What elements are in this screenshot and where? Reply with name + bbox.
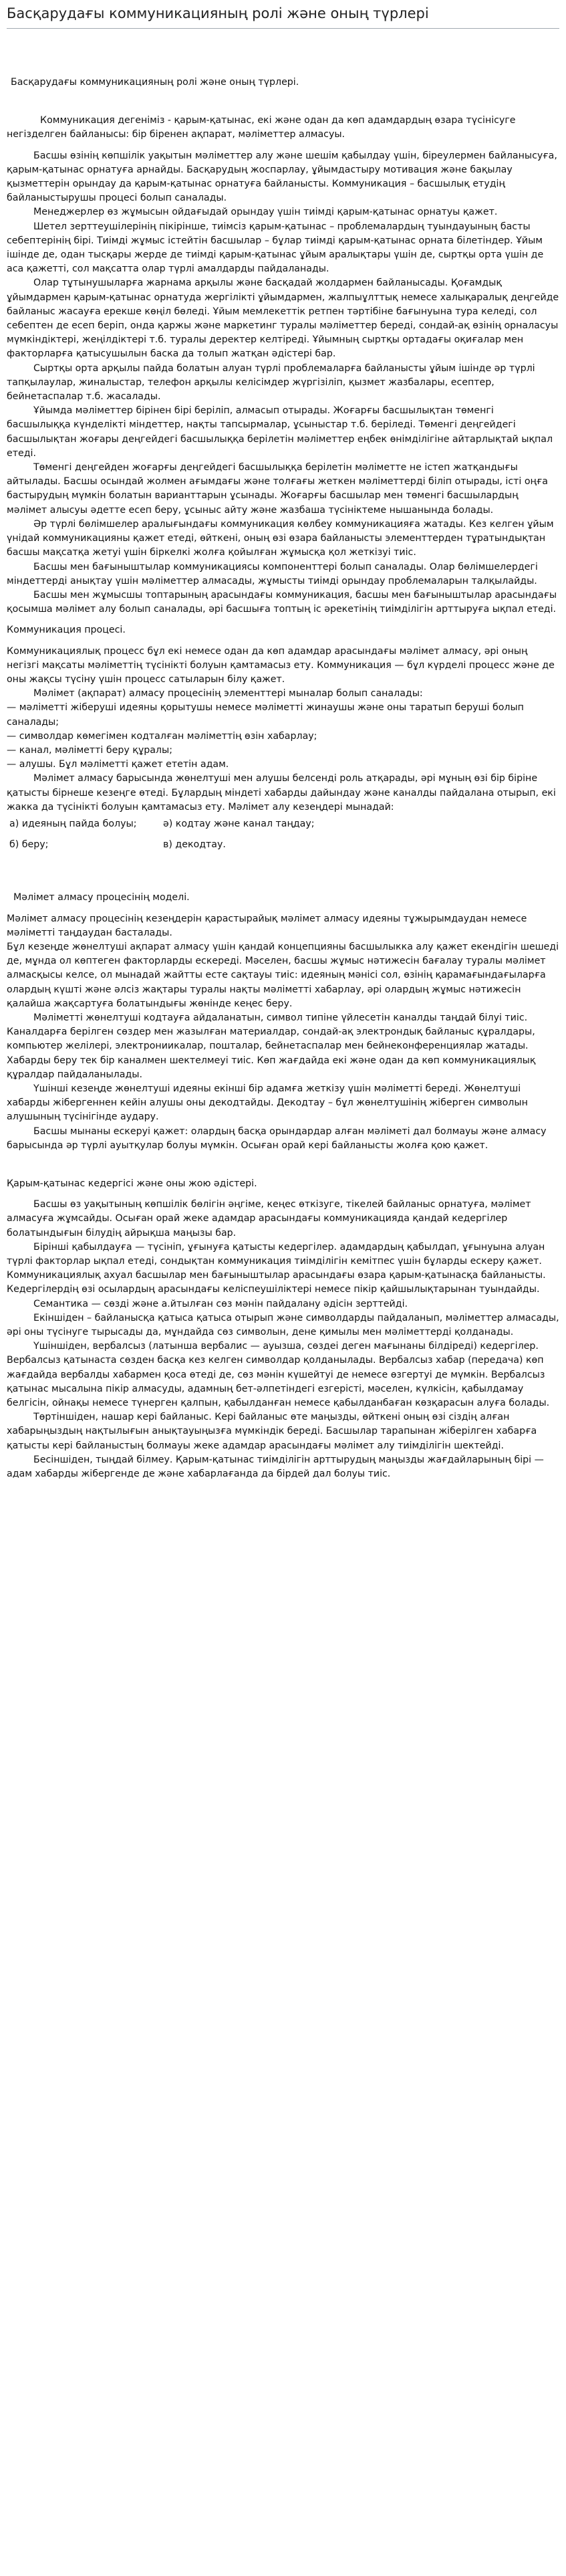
section-heading-barriers: Қарым-қатынас кедергісі және оны жою әдістері.: [7, 1178, 257, 1190]
paragraph: Үшінші кезеңде жөнелтуші идеяны екінші бір адамға жеткізу үшін мәліметті береді. Жөнелтуші хабарды жібергеннен кейін алушы оны декодтайды. Декодтау – бұл жөнелтушінің жіберген символын алушының түсінігінде аудару.: [7, 1083, 528, 1123]
document-body: [7, 76, 559, 1481]
stage-item: а) идеяның пайда болуы;: [9, 818, 137, 829]
paragraph: Төртіншіден, нашар кері байланыс. Кері байланыс өте маңызды, өйткені оның өзі сіздің алған хабарыңыздың нақтылығын анықтауыңызға мүмкіндік береді. Басшылар тарапынан жіберілген хабарға қатысты кері байланыстың болмауы жеке адамдар арасындағы мәлімет алу тиімділігін шектейді.: [7, 1412, 537, 1451]
title-divider: [7, 28, 559, 29]
spacer: [7, 638, 559, 645]
list-item: — символдар көмегімен кодталған мәліметтің өзін хабарлау;: [7, 730, 317, 742]
stage-item: ә) кодтау және канал таңдау;: [163, 818, 315, 829]
paragraph: Коммуникация дегеніміз - қарым-қатынас, екі және одан да көп адамдардың өзара түсінісуге негізделген байланысы: бір біренен ақпарат, мәліметтер алмасуы.: [7, 115, 516, 140]
stages-list: [9, 817, 559, 852]
section-heading-main: Басқарудағы коммуникацияның ролі және оның түрлері.: [11, 77, 299, 88]
paragraph: Ұйымда мәліметтер бірінен бірі беріліп, алмасып отырады. Жоғарғы басшылықтан төменгі басшылыққа күнделікті міндеттер, нақты тапсырмалар, ұсыныстар т.б. беріледі. Төменгі деңгейдегі басшылықтан жоғары деңгейдегі басшылыққа берілетін мәліметтер еңбек өнімділігіне айтарлықтай ықпал етеді.: [7, 405, 553, 459]
list-item: — алушы. Бұл мәліметті қажет ететін адам.: [7, 759, 229, 770]
paragraph: Үшіншіден, вербалсыз (латынша вербалис — ауызша, сөздеі деген мағынаны білдіреді) кедергілер. Вербалсыз қатынаста сөзден басқа кез келген символдар қолданылады. Вербалсыз хабар (передача) көп жағдайда вербалды хабармен қоса өтеді де, сөз мәнін күшейтуі де немесе өзгертуі де мүмкін. Вербалсыз қатынас мысалына пікір алмасуды, адамның бет-әлпетіндегі езгерісті, мәселен, күлкісін, қабылдамау белгісін, ойнақы немесе түнерген қалпын, қабылданған немесе қабылданбаған көзқарасын алуға болады.: [7, 1341, 550, 1409]
paragraph: Бірінші қабылдауға — түсініп, ұғынуға қатысты кедергілер. адамдардың қабылдап, ұғынуына алуан түрлі факторлар ықпал етеді, сондықтан коммуникация тиімділігін кемітпес үшін бұларды ескеру қажет. Коммуникациялық ахуал басшылар мен бағыныштылар арасындағы өзара қарым-қатынасқа байланысты. Кедергілердің өзі осылардың арасындағы келіспеушіліктері немесе пікір қайшылықтарынан туындайды.: [7, 1241, 546, 1295]
page-title: Басқарудағы коммуникацияның ролі және оның түрлері: [7, 5, 429, 21]
stage-item: б) беру;: [9, 839, 49, 851]
spacer: [7, 90, 559, 114]
paragraph: Басшы мен бағыныштылар коммуникациясы компоненттері болып саналады. Олар бөлімшелердегі міндеттерді анықтау үшін мәліметтер алмасады, жұмысты тиімді орындау проблемаларын талқылайды.: [7, 561, 538, 586]
section-heading-process: Коммуникация процесі.: [7, 625, 126, 636]
spacer: [7, 905, 559, 912]
paragraph: Мәлімет алмасу барысында жөнелтуші мен алушы белсенді роль атқарады, әрі мұның өзі бір біріне қатысты бірнеше кезеңге өтеді. Бұлардың міндеті хабарды дайындау және каналды пайдалана отырып, екі жакка да түсінікті болуын қамтамасыз ету. Мәлімет алу кезеңдері мынадай:: [7, 773, 556, 813]
spacer: [7, 852, 559, 891]
paragraph: Семантика — сөзді және а.йтылған сөз мәнін пайдалану әдісін зерттейді.: [33, 1298, 408, 1309]
paragraph: Екіншіден – байланысқа қатыса қатыса отырып және символдарды пайдаланып, мәліметтер алмасады, әрі оны түсінуге тырысады да, мұндайда сөз символын, дене қимылы мен мәліметтерді қолданады.: [7, 1312, 559, 1338]
list-item: — мәліметті жіберуші идеяны қорытушы немесе мәліметті жинаушы және оны таратып беруші болып саналады;: [7, 702, 524, 728]
paragraph: Мәлімет (ақпарат) алмасу процесінің элементтері мыналар болып саналады:: [33, 688, 423, 700]
list-item: — канал, мәліметті беру құралы;: [7, 744, 172, 756]
stage-item: в) декодтау.: [163, 839, 226, 851]
paragraph: Сыртқы орта арқылы пайда болатын алуан түрлі проблемаларға байланысты ұйым ішінде әр түрлі тапқылаулар, жиналыстар, телефон арқылы келісімдер жүргізіліп, қызмет жазбалары, есептер, бейнетаспалар т.б. жасалады.: [7, 362, 535, 403]
paragraph: Мәлімет алмасу процесінің кезеңдерін қарастырайық мәлімет алмасу идеяны тұжырымдаудан немесе мәліметті таңдаудан басталады.: [7, 913, 527, 938]
paragraph: Олар тұтынушыларға жарнама арқылы және басқадай жолдармен байланысады. Қоғамдық ұйымдармен қарым-қатынас орнатуда жергілікті ұйымдармен, жалпыұлттық немесе халықаралық деңгейде байланыс жасауға ерекше көңіл бөледі. Ұйым мемлекеттік ретпен тәртібіне бағынуына тура келеді, сол себептен де есеп беріп, онда қаржы және маркетинг туралы мәліметтер береді, сондай-ақ өзінің орналасуы мүмкіндіктері, жеңілдіктері т.б. туралы деректер келтіреді. Ұйымның сыртқы ортадағы оқиғалар мен факторларға қатысушылын баска да толып жатқан әдістері бар.: [7, 278, 559, 360]
paragraph: Бұл кезеңде жөнелтуші ақпарат алмасу үшін қандай концепцияны басшылыкка алу қажет екендігін шешеді де, мұнда ол көптеген факторларды ескереді. Мәселен, басшы жұмыс нәтижесін бағалау туралы мәлімет алмасқысы келсе, ол мынадай жайтты есте сақтауы тиіс: идеяның мәнісі сол, өзінің қарамағындағыларға олардың күшті және әлсіз жақтары туралы нақты мәліметті хабарлау, әрі олардың жұмыс нәтижесін қалайша жақсартуға болатындығы жөнінде кеңес беру.: [7, 941, 559, 1009]
spacer: [7, 142, 559, 149]
paragraph: Бесіншіден, тыңдай білмеу. Қарым-қатынас тиімділігін арттырудың маңызды жағдайларының бірі — адам хабарды жібергенде де және хабарлағанда да бірдей дал болуы тиіс.: [7, 1454, 544, 1480]
paragraph: Коммуникациялық процесс бұл екі немесе одан да көп адамдар арасындағы мәлімет алмасу, әрі оның негізгі мақсаты мәліметтің түсінікті болуын қамтамасыз ету. Коммуникация — бұл күрделі процесс және де оны жақсы түсіну үшін процесс сатыларын білу қажет.: [7, 645, 555, 685]
paragraph: Мәліметті жөнелтуші кодтауға айдаланатын, символ типіне үйлесетін каналды таңдай білуі тиіс. Каналдарға берілген сөздер мен жазылған материалдар, сондай-ақ электрондық байланыс құралдары, компьютер желілері, электрониикалар, пошталар, бейнетаспалар мен бейнеконференциялар жатады. Хабарды беру тек бір каналмен шектелмеуі тиіс. Көп жағдайда екі және одан да көп коммуникациялық құралдар пайдаланылады.: [7, 1012, 536, 1080]
spacer: [7, 1191, 559, 1198]
paragraph: Басшы өзінің көпшілік уақытын мәліметтер алу және шешім қабылдау үшін, біреулермен байланысуға, қарым-қатынас орнатуға арнайды. Басқарудың жоспарлау, ұйымдастыру мотивация және бақылау қызметтерін орындау да қарым-қатынас орнатуға байланысты. Коммуникация – басшылық етудің байланыстырушы процесі болып саналады.: [7, 150, 557, 204]
paragraph: Шетел зерттеушілерінің пікірінше, тиімсіз қарым-қатынас – проблемалардың туындауының басты себептерінің бірі. Тиімді жұмыс істейтін басшылар – бұлар тиімді қарым-қатынас орната білетіндер. Ұйым ішінде де, одан тысқары жерде де тиімді қарым-қатынас ұйым аралықтары үшін де, сыртқы орта үшін де аса қажетті, сол мақсатта олар түрлі амалдарды пайдаланады.: [7, 221, 544, 275]
paragraph: Басшы өз уақытының көпшілік бөлігін әңгіме, кеңес өткізуге, тікелей байланыс орнатуға, мәлімет алмасуға жұмсайды. Осыған орай жеке адамдар арасындағы коммуникацияда қандай кедергілер болатындығын білудің айрықша маңызы бар.: [7, 1199, 531, 1239]
spacer: [7, 1153, 559, 1177]
section-heading-model: Мәлімет алмасу процесінің моделі.: [13, 892, 190, 903]
paragraph: Төменгі деңгейден жоғарғы деңгейдегі басшылыққа берілетін мәліметте не істеп жатқандығы айтылады. Басшы осындай жолмен ағымдағы және толғағы жеткен мәліметтерді біліп отырады, істі оңға бастырудың мүмкін болатын варианттарын ұсынады. Жоғарғы басшылар мен төменгі басшылардың мәлімет алысуы әдетте есеп беру, ұсыныс айту және жазбаша түсініктеме нышанында болады.: [7, 462, 548, 516]
paragraph: Әр түрлі бөлімшелер аралығындағы коммуникация көлбеу коммуникацияға жатады. Кез келген ұйым үнідай коммуникацияны қажет етеді, өйткені, оның өзі өзара байланысты элементтерден тұратындықтан басшы мақсатқа жетуі үшін біркелкі жолға қойылған жұмысқа қол жеткізуі тиіс.: [7, 518, 554, 558]
paragraph: Басшы мынаны ескеруі қажет: олардың басқа орындардар алған мәліметі дал болмауы және алмасу барысында әр түрлі ауытқулар болуы мүмкін. Осыған орай кері байланысты жолға қою қажет.: [7, 1125, 547, 1151]
paragraph: Менеджерлер өз жұмысын ойдағыдай орындау үшін тиімді қарым-қатынас орнатуы қажет.: [33, 207, 498, 218]
spacer: [7, 617, 559, 623]
paragraph: Басшы мен жұмысшы топтарының арасындағы коммуникация, басшы мен бағыныштылар арасындағы қосымша мәлімет алу болып саналады, әрі басшыға топтың іс әрекетінің тиімділігін арттыруға ықпал етеді.: [7, 589, 557, 615]
